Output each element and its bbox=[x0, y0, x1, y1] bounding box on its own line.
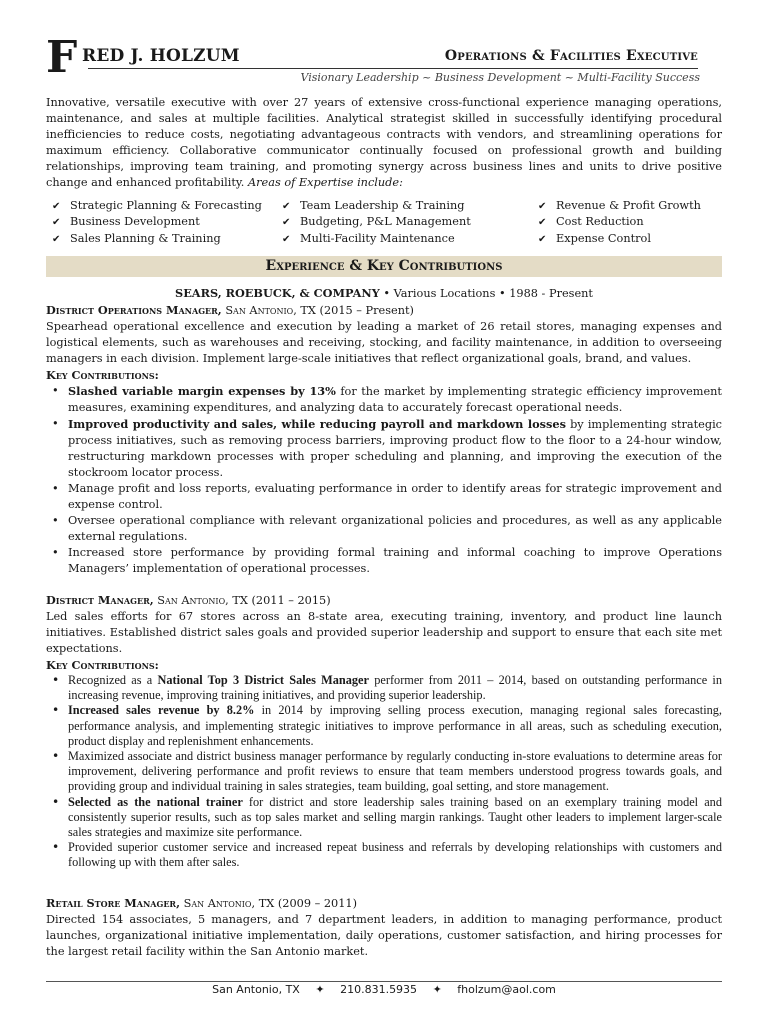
name-rest: RED J. HOLZUM bbox=[82, 46, 240, 66]
company-meta: • Various Locations • 1988 - Present bbox=[383, 287, 593, 300]
area-item: ✔ Sales Planning & Training bbox=[52, 231, 262, 247]
key-contributions-label: Key Contributions: bbox=[46, 368, 159, 382]
areas-column-2 bbox=[282, 198, 471, 247]
checkmark-icon: ✔ bbox=[52, 217, 61, 229]
list-item: • Maximized associate and district business manager performance by regularly conducting in-store evaluations to determine areas for improvement, delivering performance and profit reviews to ensure that team members understood progress towards goals, and providing group and individual training in sales strategies, team building, goal setting, and store management. bbox=[46, 749, 722, 795]
header-rule bbox=[88, 68, 698, 69]
checkmark-icon: ✔ bbox=[282, 201, 291, 212]
area-item: ✔ Cost Reduction bbox=[538, 214, 701, 230]
star-separator-icon: ✦ bbox=[315, 983, 325, 996]
footer-rule bbox=[46, 981, 722, 982]
checkmark-icon: ✔ bbox=[52, 233, 61, 245]
footer-phone: 210.831.5935 bbox=[340, 983, 418, 996]
checkmark-icon: ✔ bbox=[282, 217, 291, 229]
role-2-description: Led sales efforts for 67 stores across an 8-state area, executing training, inventory, and product line launch initiatives. Established district sales goals and provided superior leadership and support to ensure that each site met expectations. bbox=[46, 610, 722, 655]
list-item: • Recognized as a National Top 3 District Sales Manager performer from 2011 – 2014, based on outstanding performance in increasing revenue, improving training initiatives, and providing superior leadership. bbox=[46, 673, 722, 703]
checkmark-icon: ✔ bbox=[52, 201, 61, 212]
areas-column-3 bbox=[538, 198, 701, 247]
checkmark-icon: ✔ bbox=[282, 233, 291, 245]
footer-city: San Antonio, TX bbox=[212, 983, 300, 996]
role-2-bullets bbox=[46, 673, 722, 871]
star-separator-icon: ✦ bbox=[432, 983, 442, 996]
list-item: • Increased sales revenue by 8.2% in 2014 by improving selling process execution, managing regional sales forecasting, performance analysis, and implementing strategic initiatives to improve performance in all areas, such as scheduling execution, product display and replenishment enhancements. bbox=[46, 703, 722, 749]
summary-paragraph bbox=[46, 95, 722, 190]
area-item: ✔ Budgeting, P&L Management bbox=[282, 214, 471, 230]
role-3-description: Directed 154 associates, 5 managers, and 7 department leaders, in addition to managing performance, product launches, organizational initiative implementation, daily operations, customer satisfaction, and hiring processes for the largest retail facility within the San Antonio market. bbox=[46, 913, 722, 958]
areas-intro: Areas of Expertise include: bbox=[247, 175, 403, 189]
company-name: SEARS, ROEBUCK, & COMPANY bbox=[175, 286, 380, 300]
key-contributions-label: Key Contributions: bbox=[46, 658, 159, 672]
list-item: • Manage profit and loss reports, evaluating performance in order to identify areas for strategic improvement and expense control. bbox=[46, 481, 722, 513]
areas-column-1 bbox=[52, 198, 262, 247]
role-1-description: Spearhead operational excellence and execution by leading a market of 26 retail stores, managing expenses and logistical elements, such as warehouses and receiving, stocking, and facility maintenance, in addition to overseeing managers in each division. Implement large-scale initiatives that reflect organizational goals, brand, and values. bbox=[46, 320, 722, 365]
tagline: Visionary Leadership ~ Business Development ~ Multi-Facility Success bbox=[300, 71, 700, 84]
summary-text: Innovative, versatile executive with over 27 years of extensive cross-functional experience managing operations, maintenance, and sales at multiple facilities. Analytical strategist skilled in successfully identifying procedural inefficiencies to reduce costs, negotiating advantageous contracts with vendors, and streamlining operations for maximum efficiency. Collaborative communicator continually focused on professional growth and building relationships, improving team training, and promoting synergy across business lines and units to drive positive change and enhanced profitability. bbox=[46, 96, 722, 189]
area-item: ✔ Business Development bbox=[52, 214, 262, 230]
role-3-heading: Retail Store Manager, San Antonio, TX (2009 – 2011) bbox=[46, 896, 358, 910]
role-1-bullets bbox=[46, 383, 722, 577]
experience-heading: Experience & Key Contributions bbox=[46, 256, 722, 277]
area-item: ✔ Team Leadership & Training bbox=[282, 198, 471, 214]
role-1-heading: District Operations Manager, San Antonio, TX (2015 – Present) bbox=[46, 303, 414, 317]
checkmark-icon: ✔ bbox=[538, 233, 547, 245]
job-title: Operations & Facilities Executive bbox=[444, 48, 698, 64]
list-item: • Increased store performance by providing formal training and informal coaching to improve Operations Managers’ implementation of operational processes. bbox=[46, 545, 722, 577]
role-3-section bbox=[46, 895, 722, 960]
footer-email[interactable]: fholzum@aol.com bbox=[457, 983, 556, 996]
contact-footer bbox=[0, 983, 768, 996]
candidate-name bbox=[46, 32, 240, 83]
list-item: • Provided superior customer service and increased repeat business and referrals by developing relationships with customers and following up with them after sales. bbox=[46, 840, 722, 870]
list-item: • Oversee operational compliance with relevant organizational policies and procedures, as well as any applicable external regulations. bbox=[46, 513, 722, 545]
checkmark-icon: ✔ bbox=[538, 217, 547, 229]
role-2-heading: District Manager, San Antonio, TX (2011 – 2015) bbox=[46, 593, 331, 607]
list-item: • Improved productivity and sales, while reducing payroll and markdown losses by implementing strategic process initiatives, such as removing process barriers, improving product flow to the floor to a 24-hour window, restructuring markdown processes with proper scheduling and planning, and improving the execution of the stockroom locator process. bbox=[46, 416, 722, 481]
list-item: • Slashed variable margin expenses by 13% for the market by implementing strategic efficiency improvement measures, examining expenditures, and analyzing data to accurately forecast operational needs. bbox=[46, 383, 722, 416]
area-item: ✔ Expense Control bbox=[538, 231, 701, 247]
area-item: ✔ Multi-Facility Maintenance bbox=[282, 231, 471, 247]
checkmark-icon: ✔ bbox=[538, 201, 547, 212]
company-line bbox=[46, 285, 722, 302]
name-initial: F bbox=[46, 32, 78, 83]
role-1-section bbox=[46, 285, 722, 577]
area-item: ✔ Strategic Planning & Forecasting bbox=[52, 198, 262, 214]
list-item: • Selected as the national trainer for district and store leadership sales training based on an exemplary training model and consistently superior results, such as top sales market and selling margin rankings. Taught other leaders to implement larger-scale sales strategies and maximize site performance. bbox=[46, 795, 722, 841]
role-2-section bbox=[46, 592, 722, 871]
area-item: ✔ Revenue & Profit Growth bbox=[538, 198, 701, 214]
